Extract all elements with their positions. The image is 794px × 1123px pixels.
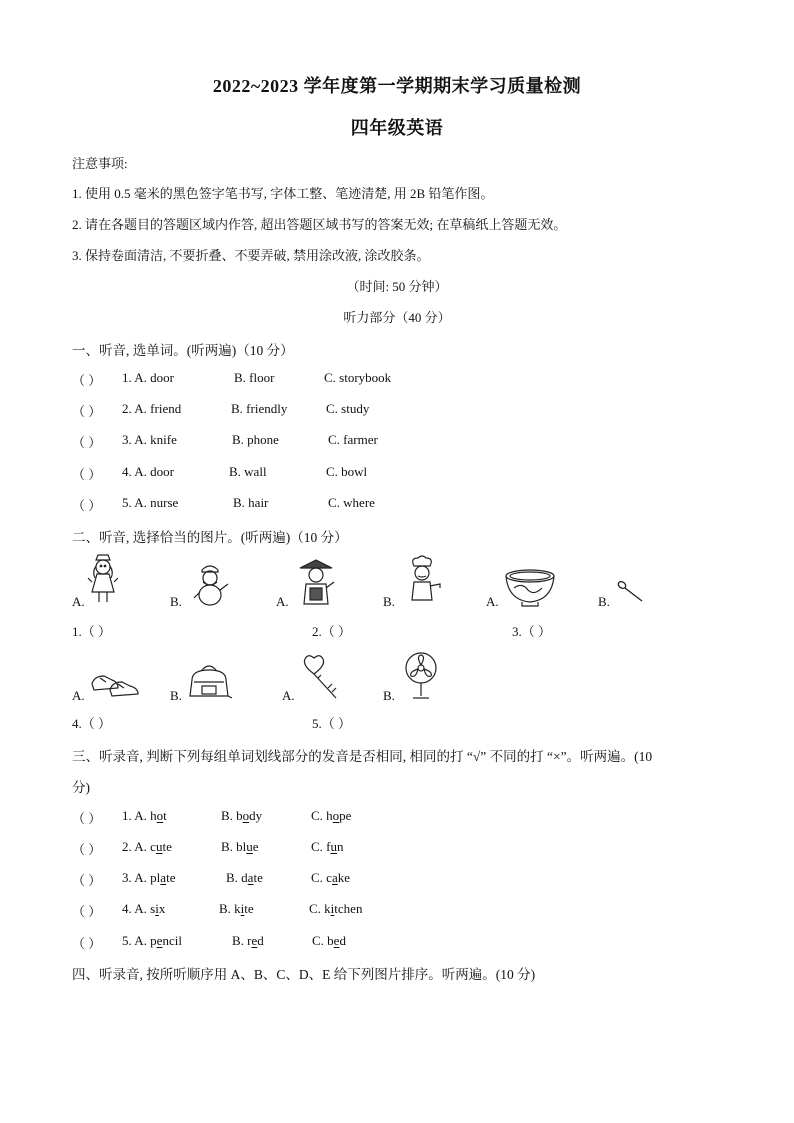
section4-heading: 四、听录音, 按所听顺序用 A、B、C、D、E 给下列图片排序。听两遍。(10 分) [72, 967, 536, 982]
option-a: 1. A. hot [122, 808, 167, 823]
section1-heading: 一、听音, 选单词。(听两遍)（10 分） [72, 343, 294, 358]
option-b: B. floor [234, 370, 275, 385]
question-blank[interactable]: 3.（ ） [512, 624, 552, 639]
option-b-label: B. [598, 594, 610, 609]
option-c: C. farmer [328, 432, 378, 447]
question-blank[interactable]: 5.（ ） [312, 716, 352, 731]
shoes-icon[interactable] [90, 668, 140, 700]
option-b: B. kite [219, 901, 254, 916]
fan-icon[interactable] [402, 652, 440, 702]
option-c: C. fun [311, 839, 344, 854]
answer-blank[interactable]: （ ） [72, 404, 102, 419]
spoon-icon[interactable] [616, 580, 646, 604]
option-c: C. bed [312, 933, 346, 948]
option-b-label: B. [170, 594, 182, 609]
exam-title: 2022~2023 学年度第一学期期末学习质量检测 [212, 76, 582, 96]
option-b: B. friendly [231, 401, 288, 416]
option-a-label: A. [282, 688, 295, 703]
option-c: C. bowl [326, 464, 368, 479]
option-b: B. body [221, 808, 263, 823]
question-blank[interactable]: 1.（ ） [72, 624, 112, 639]
answer-blank[interactable]: （ ） [72, 904, 102, 919]
option-b: B. hair [233, 495, 269, 510]
option-a-label: A. [72, 594, 85, 609]
option-a: 5. A. pencil [122, 933, 182, 948]
option-a: 1. A. door [122, 370, 174, 385]
answer-blank[interactable]: （ ） [72, 373, 102, 388]
answer-blank[interactable]: （ ） [72, 435, 102, 450]
answer-blank[interactable]: （ ） [72, 811, 102, 826]
exam-subtitle: 四年级英语 [350, 118, 444, 138]
snowman-icon[interactable] [190, 562, 230, 606]
option-b-label: B. [383, 688, 395, 703]
time-note: （时间: 50 分钟） [346, 279, 448, 294]
question-blank[interactable]: 4.（ ） [72, 716, 112, 731]
option-b: B. wall [229, 464, 267, 479]
option-b: B. phone [232, 432, 279, 447]
option-b-label: B. [383, 594, 395, 609]
option-a: 5. A. nurse [122, 495, 179, 510]
option-a-label: A. [486, 594, 499, 609]
option-c: C. storybook [324, 370, 392, 385]
option-a: 4. A. door [122, 464, 174, 479]
listening-part-title: 听力部分（40 分） [343, 310, 451, 325]
option-a: 3. A. plate [122, 870, 176, 885]
key-icon[interactable] [300, 654, 344, 704]
option-b: B. date [226, 870, 263, 885]
farmer-icon[interactable] [296, 558, 336, 606]
question-blank[interactable]: 2.（ ） [312, 624, 352, 639]
bowl-icon[interactable] [504, 568, 556, 608]
option-c: C. kitchen [309, 901, 363, 916]
option-a: 3. A. knife [122, 432, 177, 447]
note-item: 1. 使用 0.5 毫米的黑色签字笔书写, 字体工整、笔迹清楚, 用 2B 铅笔作图。 [72, 186, 494, 201]
option-a: 4. A. six [122, 901, 166, 916]
option-a-label: A. [72, 688, 85, 703]
note-item: 3. 保持卷面清洁, 不要折叠、不要弄破, 禁用涂改液, 涂改胶条。 [72, 248, 430, 263]
option-a: 2. A. cute [122, 839, 172, 854]
option-b: B. blue [221, 839, 259, 854]
answer-blank[interactable]: （ ） [72, 467, 102, 482]
option-c: C. where [328, 495, 375, 510]
section3-heading-cont: 分) [72, 780, 90, 795]
option-a: 2. A. friend [122, 401, 182, 416]
option-c: C. cake [311, 870, 351, 885]
answer-blank[interactable]: （ ） [72, 936, 102, 951]
option-b-label: B. [170, 688, 182, 703]
cook-icon[interactable] [402, 554, 442, 602]
answer-blank[interactable]: （ ） [72, 498, 102, 513]
answer-blank[interactable]: （ ） [72, 873, 102, 888]
notes-heading: 注意事项: [72, 156, 128, 171]
bag-icon[interactable] [186, 660, 232, 702]
section3-heading: 三、听录音, 判断下列每组单词划线部分的发音是否相同, 相同的打 “√” 不同的打 “×”。听两遍。(10 [72, 749, 653, 764]
note-item: 2. 请在各题目的答题区域内作答, 超出答题区域书写的答案无效; 在草稿纸上答题无效。 [72, 217, 567, 232]
answer-blank[interactable]: （ ） [72, 842, 102, 857]
section2-heading: 二、听音, 选择恰当的图片。(听两遍)（10 分） [72, 530, 348, 545]
option-c: C. hope [311, 808, 352, 823]
nurse-icon[interactable] [86, 552, 120, 606]
option-a-label: A. [276, 594, 289, 609]
option-c: C. study [326, 401, 370, 416]
option-b: B. red [232, 933, 264, 948]
